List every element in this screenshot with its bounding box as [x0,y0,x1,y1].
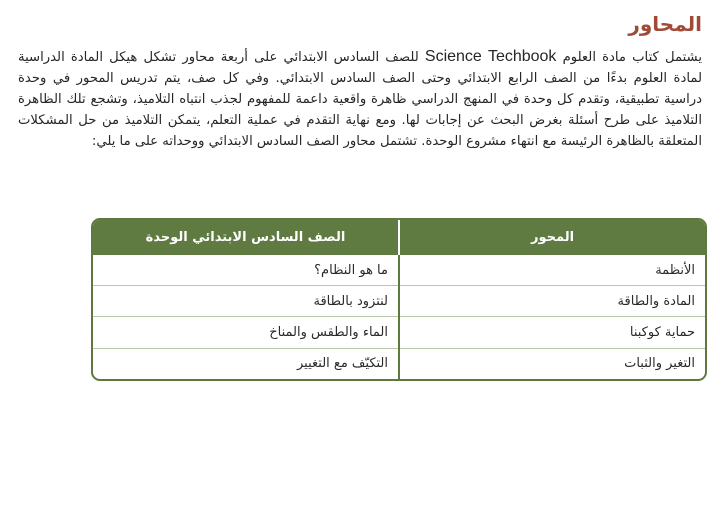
intro-text-rest: للصف السادس الابتدائي على أربعة محاور تشكل هيكل المادة الدراسية لمادة العلوم بدءًا من الصف الرابع الابتدائي وحتى الصف السادس الابتدائي. وفي كل صف، يتم تدريس المحور في وحدة دراسية تطبيقية، وتقدم كل وحدة في المنهج الدراسي ظاهرة واقعية داعمة للمفهوم لجذب انتباه التلاميذ، وتشجع تلك الظاهرة التلاميذ على طرح أسئلة بغرض البحث عن إجابات لها. ومع نهاية التقدم في عملية التعلم، يتمكن التلاميذ من حل المشكلات المتعلقة بالظاهرة الرئيسة مع انتهاء مشروع الوحدة. تشتمل محاور الصف السادس الابتدائي ووحداته على ما يلي: [18,50,702,149]
table-header-row [93,220,705,255]
unit-cell: ما هو النظام؟ [314,262,388,278]
intro-paragraph [18,46,702,152]
table-row [93,348,705,379]
table-row [93,255,705,286]
table-row [93,286,705,317]
axes-table [91,218,707,381]
table-row [93,317,705,348]
header-axis: المحور [399,220,705,255]
unit-cell: التكيّف مع التغيير [93,348,399,379]
page-title: المحاور [628,12,702,36]
intro-text-start: يشتمل كتاب مادة العلوم [562,50,702,65]
axis-cell: حماية كوكبنا [399,317,705,348]
axis-cell: الأنظمة [399,255,705,286]
axes-table-grid [93,220,705,379]
header-unit: الصف السادس الابتدائي الوحدة [93,220,399,255]
axis-cell: التغير والثبات [399,348,705,379]
unit-cell: الماء والطقس والمناخ [93,317,399,348]
axis-cell: المادة والطاقة [399,286,705,317]
book-name: Science Techbook [424,48,557,65]
unit-cell: لنتزود بالطاقة [93,286,399,317]
